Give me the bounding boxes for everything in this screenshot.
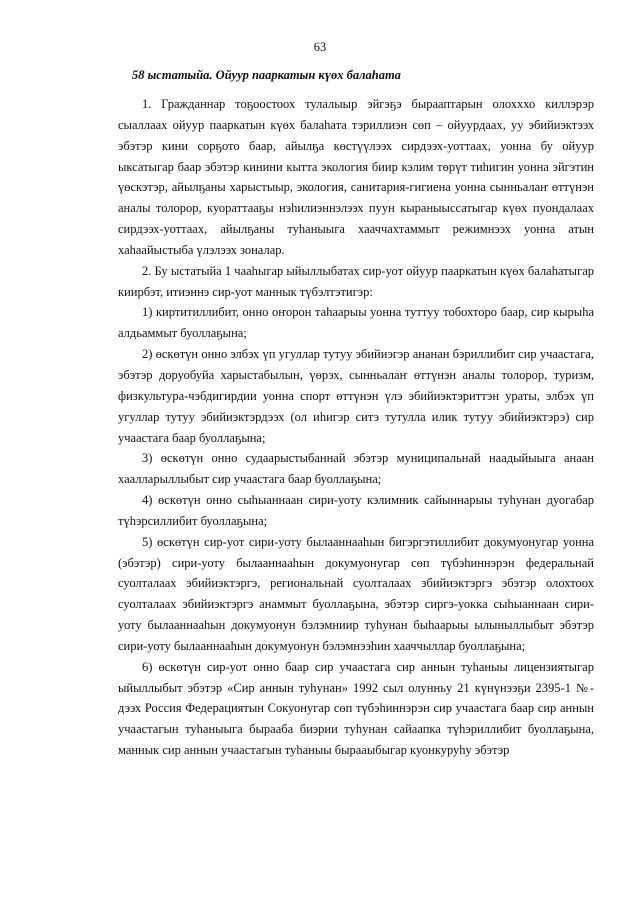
article-body [118, 94, 594, 761]
list-item-6: 6) өскөтүн сир-уот онно баар сир учаастага сир аннын туһаныы лицензиятыгар ыйыллыбыт эбэтэр «Сир аннын туһунан» 1992 сыл олунньу 21 күнүнээҕи 2395-1 №-дээх Россия Федерациятын Сокуонугар сөп түбэһиннэрэн сир учаастага баар сир аннын учаастагын туһаныыга бырааба биэрии туһунан сайаапка түһэриллибит буоллаҕына, маннык сир аннын учаастагын туһаныы бырааыбыгар куонкуруһу эбэтэр [118, 659, 594, 758]
paragraph-1: 1. Гражданнар тоҕоостоох тулалыыр эйгэҕэ бырааптарын олохххо киллэрэр сыаллаах ойуур пааркатын күөх балаһата тэриллиэн сөп – ойуурдаах, уу эбийиэктээх эбэтэр кини сорҕото баар, айылҕа көстүүлээх сирдээх-уоттаах, уонна бу ойуур ыксатыгар баар эбэтэр кинини кытта экология биир кэлим төрүт тиһигин уонна эйгэтин үөскэтэр, айылҕаны харыстыыр, экология, санитария-гигиена уонна сынньалаҥ өттүнэн аналы толорор, куораттааҕы нэһилиэннэлээх пуун кыраныыссатыгар күөх пуондалаах сирдээх-уоттаах, айылҕаны туһаныыга хааччахтаммыт режимнээх уонна атын хаһаайыстыба үлэлээх зоналар. [118, 97, 594, 257]
list-item-3: 3) өскөтүн онно судаарыстыбаннай эбэтэр муниципальнай наадыйыыга анаан хаалларыллыбыт сир учаастага баар буоллаҕына; [118, 451, 594, 487]
page-number: 63 [313, 40, 327, 54]
list-item-2: 2) өскөтүн онно элбэх үп угуллар тутуу эбийиэгэр ананан бэриллибит сир учаастага, эбэтэр доруобуйа харыстабылын, үөрэх, сынньалаҥ өттүнэн аналы толорор, туризм, физкультура-чэбдигирдии уонна спорт өттүнэн үлэ эбийиэктэриттэн ураты, элбэх үп угуллар тутуу эбийиэктэрдээх (ол иһигэр ситэ тутулла илик тутуу эбийиэктэрэ) сир учаастага баар буоллаҕына; [118, 347, 594, 445]
list-item-1: 1) киртитиллибит, онно оҥорон таһаарыы уонна туттуу тобохторо баар, сир кырыһа алдьаммыт буоллаҕына; [118, 305, 594, 341]
article-heading: 58 ыстатыйа. Ойуур пааркатын күөх балаһата [132, 68, 401, 82]
list-item-4: 4) өскөтүн онно сыһыаннаан сири-уоту кэлимник сайыннарыы туһунан дуогабар түһэрсиллибит буоллаҕына; [118, 493, 594, 528]
list-item-5: 5) өскөтүн сир-уот сири-уоту былааннааһын бигэргэтиллибит докумуонугар уонна (эбэтэр) сири-уоту былааннааһын докумуонугар сөп түбэһиннэрэн федеральнай суолталаах эбийиэктэргэ, региональнай суолталаах эбийиэктэргэ эбэтэр олохтоох суолталаах эбийиэктэргэ анаммыт буоллаҕына, эбэтэр сиргэ-уокка сыһыаннаан сири-уоту былааннааһын докумуонун бэлэмниир туһунан быһаарыы ылыныллыбыт эбэтэр сири-уоту былааннааһын докумуонун бэлэмнээһин хааччыллар буоллаҕына; [118, 534, 594, 653]
paragraph-2: 2. Бу ыстатыйа 1 чааһыгар ыйыллыбатах сир-уот ойуур пааркатын күөх балаһатыгар киирбэт, итиэннэ сир-уот маннык түбэлтэтигэр: [118, 263, 594, 299]
